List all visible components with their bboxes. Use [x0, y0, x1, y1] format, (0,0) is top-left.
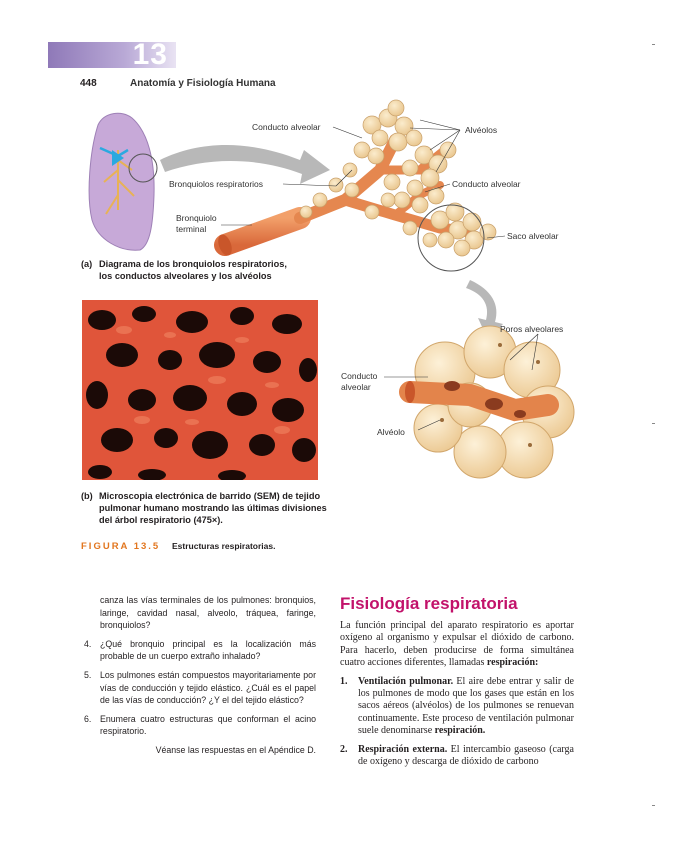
caption-tag-b: (b): [81, 491, 93, 501]
list-item: [340, 676, 574, 738]
figure-caption: Estructuras respiratorias.: [172, 541, 276, 551]
label-bronquiolos-respiratorios: Bronquiolos respiratorios: [169, 179, 264, 189]
label-conducto-alveolar-top: Conducto alveolar: [252, 122, 321, 132]
lung-illustration: [89, 113, 157, 250]
figure-label: FIGURA 13.5: [81, 541, 161, 552]
margin-tick: [652, 805, 655, 806]
question-text: Los pulmones están compuestos mayoritariamente por vías de conducción y tejido elástico. ¿Cuál es el papel de las vías de conducción? ¿Y el del tejido elástico?: [100, 669, 316, 706]
item-text: El aire debe entrar y salir de los pulmones de modo que los gases que están en los sacos aéreos (alvéolos) de los pulmones se renuevan continuamente. Este proceso de ventilación pulmonar suele denominarse: [358, 675, 574, 737]
caption-b-line3: del árbol respiratorio (475×).: [99, 515, 223, 525]
question-continuation: canza las vías terminales de los pulmones: bronquios, laringe, cavidad nasal, alveolo, tráquea, faringe, bronquiolos?: [100, 595, 316, 631]
question-text: ¿Qué bronquio principal es la localización más probable de un cuerpo extraño inhalado?: [100, 638, 316, 662]
chapter-number: 13: [132, 38, 168, 71]
item-bold-term: respiración.: [434, 725, 486, 737]
label-terminal: terminal: [176, 224, 207, 234]
caption-b-line2: pulmonar humano mostrando las últimas divisiones: [99, 503, 327, 513]
item-term: Respiración externa.: [358, 743, 448, 755]
alveolar-sac-detail: [405, 326, 574, 478]
section-body: [340, 620, 574, 774]
running-title: Anatomía y Fisiología Humana: [130, 78, 276, 89]
sem-micrograph: [82, 300, 318, 480]
caption-a-line2: los conductos alveolares y los alvéolos: [99, 271, 272, 281]
intro-paragraph: [340, 620, 574, 670]
answers-note: Véanse las respuestas en el Apéndice D.: [155, 744, 316, 755]
alveoli-cluster: [300, 100, 496, 256]
label-poros-alveolares: Poros alveolares: [500, 324, 564, 334]
label-conducto-alveolar-right: Conducto alveolar: [452, 179, 521, 189]
item-number: 2.: [340, 743, 348, 755]
intro-bold-term: respiración:: [486, 657, 539, 669]
label-alveolar: alveolar: [341, 382, 371, 392]
label-conducto: Conducto: [341, 371, 378, 381]
intro-text: La función principal del aparato respiratorio es aportar oxígeno al organismo y expulsar el dióxido de carbono. Para hacerlo, deben producirse de forma simultánea cuatro acciones diferentes, llamadas: [340, 620, 574, 669]
caption-b-line1: Microscopia electrónica de barrido (SEM) de tejido: [99, 491, 321, 501]
question-item: [84, 713, 316, 738]
question-text: Enumera cuatro estructuras que conforman el acino respiratorio.: [100, 713, 316, 737]
item-term: Ventilación pulmonar.: [358, 675, 454, 687]
list-item: [340, 744, 574, 769]
question-number: 4.: [84, 638, 92, 649]
section-title: Fisiología respiratoria: [340, 594, 518, 613]
page-number: 448: [80, 78, 97, 89]
question-item: [84, 669, 316, 707]
caption-tag-a: (a): [81, 259, 93, 269]
caption-a-line1: Diagrama de los bronquiolos respiratorios,: [99, 259, 287, 269]
question-number: 5.: [84, 669, 92, 680]
label-bronquiolo: Bronquiolo: [176, 213, 217, 223]
question-number: 6.: [84, 713, 92, 724]
item-number: 1.: [340, 675, 348, 687]
review-questions: [84, 594, 316, 757]
question-item: [84, 638, 316, 663]
item-text: El intercambio gaseoso (carga de oxígeno y descarga de dióxido de carbono: [358, 743, 574, 768]
label-alveolo: Alvéolo: [377, 427, 405, 437]
label-alveolos: Alvéolos: [465, 125, 498, 135]
label-saco-alveolar: Saco alveolar: [507, 231, 559, 241]
